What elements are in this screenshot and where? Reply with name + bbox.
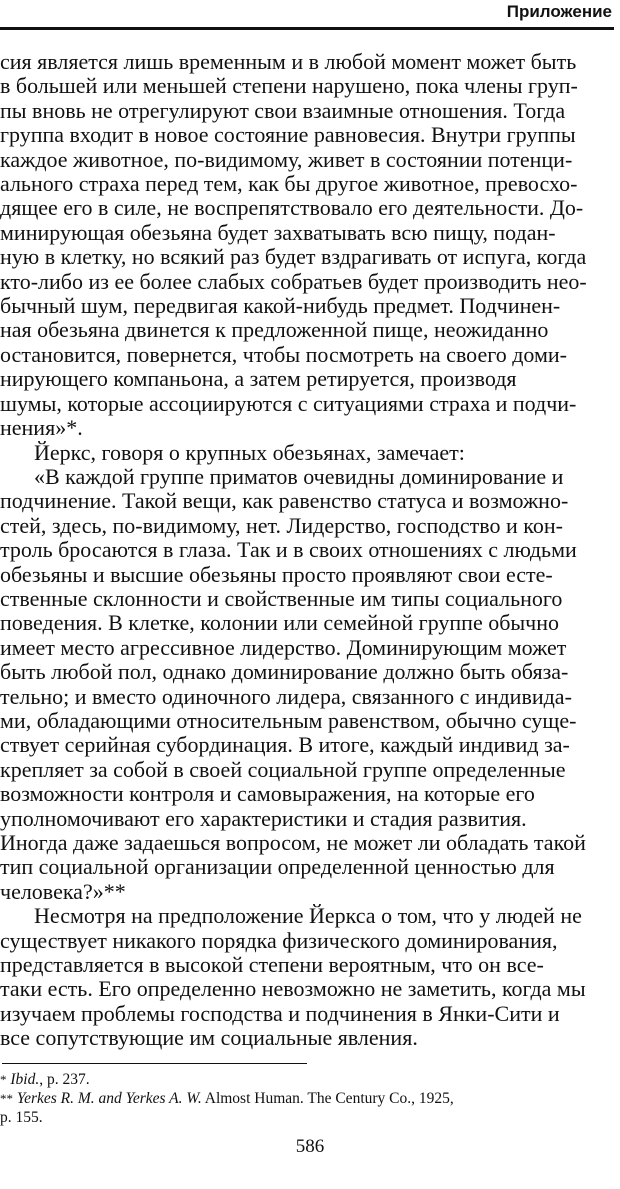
text-line: пы вновь не отрегулируют свои взаимные отношения. Тогда [0, 98, 566, 123]
text-line: бычный шум, передвигая какой-нибудь предмет. Подчинен- [0, 294, 561, 319]
text-line: представляется в высокой степени вероятным, что он все- [0, 953, 544, 978]
text-line: стей, здесь, по-видимому, нет. Лидерство, господство и кон- [0, 513, 563, 538]
text-line: ная обезьяна двинется к предложенной пище, неожиданно [0, 318, 549, 343]
text-line: кто-либо из ее более слабых собратьев будет производить нео- [0, 269, 587, 294]
footnotes [0, 1070, 616, 1127]
footnote-1-marker: * [0, 1072, 7, 1087]
text-line: Йеркс, говоря о крупных обезьянах, замечает: [34, 440, 465, 465]
footnote-1 [0, 1070, 616, 1089]
text-line: группа входит в новое состояние равновесия. Внутри группы [0, 123, 576, 148]
text-line: имеет место агрессивное лидерство. Доминирующим может [0, 635, 567, 660]
text-line: человека?»** [0, 879, 126, 904]
text-line: остановится, повернется, чтобы посмотреть на своего доми- [0, 342, 567, 367]
header-rule [0, 27, 614, 30]
footnote-2 [0, 1089, 616, 1108]
text-line: минирующая обезьяна будет захватывать всю пищу, подан- [0, 220, 556, 245]
text-line: шумы, которые ассоциируются с ситуациями страха и подчи- [0, 391, 577, 416]
text-line: ственные склонности и свойственные им типы социального [0, 586, 563, 611]
footnote-2-authors: Yerkes R. M. and Yerkes A. W. [16, 1090, 202, 1107]
text-line: нения»*. [0, 416, 83, 441]
text-line: ми, обладающими относительным равенством, обычно суще- [0, 708, 577, 733]
text-line: тип социальной организации определенной ценностью для [0, 855, 555, 880]
text-line: Иногда даже задаешься вопросом, не может ли обладать такой [0, 831, 586, 855]
text-line: каждое животное, по-видимому, живет в состоянии потенци- [0, 147, 573, 172]
text-line: «В каждой группе приматов очевидны доминирование и [34, 464, 564, 489]
running-header-title: Приложение [506, 2, 612, 21]
text-line: существует никакого порядка физического доминирования, [0, 928, 558, 953]
running-header [0, 0, 620, 34]
text-line: тельно; и вместо одиночного лидера, связанного с индивида- [0, 684, 572, 709]
text-line: уполномочивают его характеристики и стадия развития. [0, 806, 527, 831]
footnote-1-source: Ibid. [10, 1071, 40, 1088]
text-line: Несмотря на предположение Йеркса о том, что у людей не [34, 904, 582, 929]
text-line: троль бросаются в глаза. Так и в своих отношениях с людьми [0, 538, 577, 563]
text-line: ствует серийная субординация. В итоге, каждый индивид за- [0, 733, 570, 758]
text-line: быть любой пол, однако доминирование должно быть обяза- [0, 660, 569, 685]
text-line: подчинение. Такой вещи, как равенство статуса и возможно- [0, 489, 569, 514]
footnote-2-continuation: p. 155. [0, 1109, 43, 1126]
footnote-1-page: , p. 237. [39, 1071, 90, 1088]
footnote-2-citation: Almost Human. The Century Co., 1925, [201, 1090, 454, 1107]
text-line: ную в клетку, но всякий раз будет вздрагивать от испуга, когда [0, 245, 587, 270]
text-line: поведения. В клетке, колонии или семейной группе обычно [0, 611, 560, 636]
text-line: нирующего компаньона, а затем ретируется, производя [0, 367, 517, 392]
text-line: дящее его в силе, не воспрепятствовало его деятельности. До- [0, 196, 584, 221]
text-line: сия является лишь временным и в любой момент может быть [0, 50, 577, 74]
footnote-2-marker: ** [0, 1091, 13, 1106]
text-line: изучаем проблемы господства и подчинения в Янки-Сити и [0, 1001, 560, 1026]
text-line: все сопутствующие им социальные явления. [0, 1026, 418, 1051]
text-line: таки есть. Его определенно невозможно не заметить, когда мы [0, 977, 586, 1002]
page-number: 586 [295, 1136, 325, 1157]
body-text [0, 50, 616, 1051]
text-line: ального страха перед тем, как бы другое животное, превосхо- [0, 172, 578, 197]
footnote-separator [2, 1063, 307, 1064]
text-line: крепляет за собой в своей социальной группе определенные [0, 757, 566, 782]
text-line: обезьяны и высшие обезьяны просто проявляют свои есте- [0, 562, 553, 587]
text-line: в большей или меньшей степени нарушено, пока члены груп- [0, 74, 578, 99]
text-line: возможности контроля и самовыражения, на которые его [0, 782, 535, 807]
